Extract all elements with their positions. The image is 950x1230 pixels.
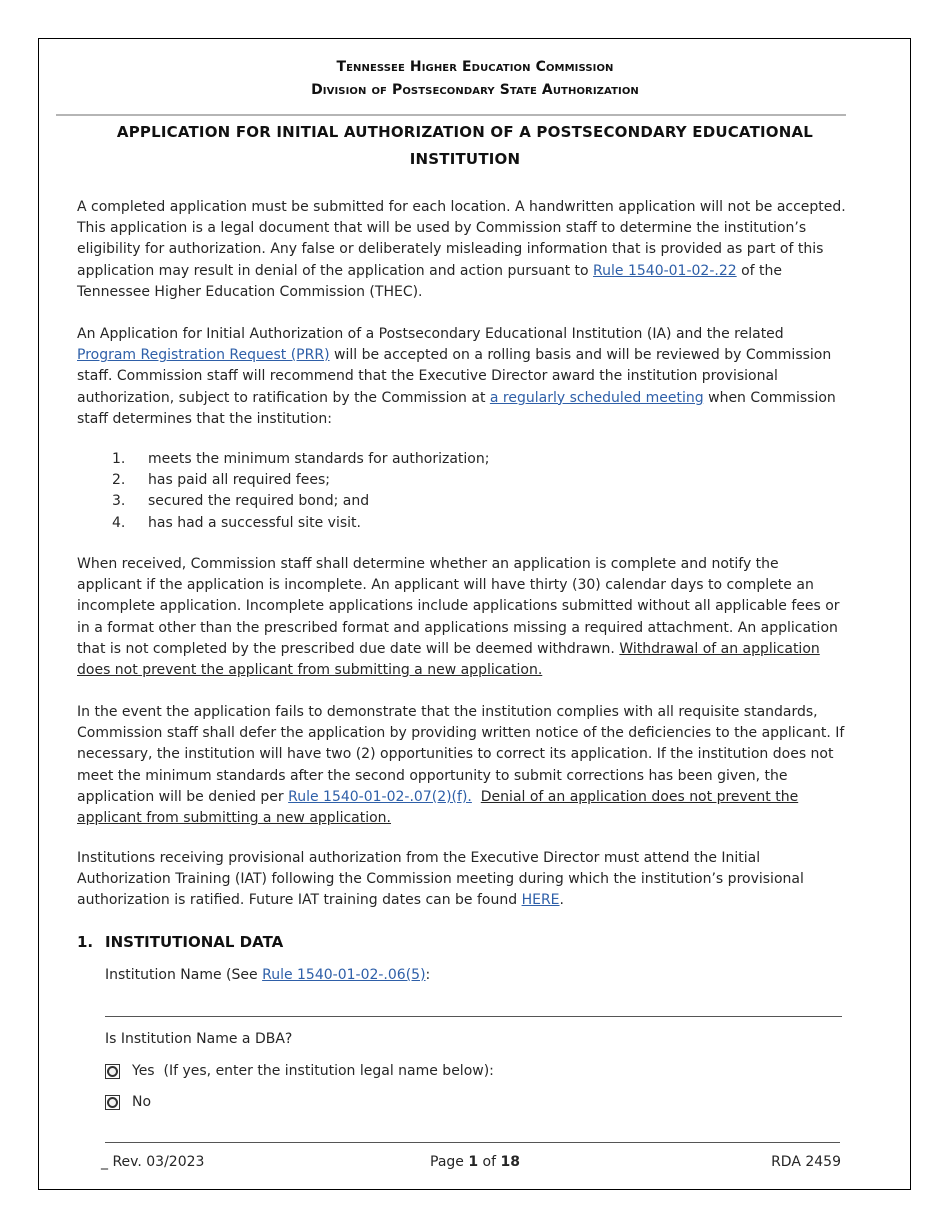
division-name: Division of Postsecondary State Authorization xyxy=(311,82,639,98)
yes-label: Yes (If yes, enter the institution legal name below): xyxy=(132,1063,494,1079)
dba-yes-option[interactable] xyxy=(105,1063,494,1079)
withdrawal-note: Withdrawal of an application does not prevent the applicant from submitting a new application. xyxy=(77,640,820,679)
rolling-basis-paragraph xyxy=(77,324,847,430)
dba-no-option[interactable] xyxy=(105,1094,151,1110)
deferral-text: In the event the application fails to demonstrate that the institution complies with all requisite standards, Commission staff shall defer the application by providing written notice of the deficiencies to the applicant. If necessary, the institution will have two (2) opportunities to correct its application. If the institution does not meet the minimum standards after the second opportunity to submit corrections has been given, the application will be denied per xyxy=(77,704,845,805)
training-paragraph: Institutions receiving provisional authorization from the Executive Director must attend the Initial Authorization Training (IAT) following the Commission meeting during which the institution’s provisional authorization is ratified. Future IAT training dates can be found HERE. xyxy=(77,850,804,909)
list-item: 1. meets the minimum standards for authorization; xyxy=(112,451,490,467)
iat-dates-link[interactable]: HERE xyxy=(521,892,560,909)
radio-circle-icon xyxy=(107,1066,118,1077)
deferral-paragraph xyxy=(77,702,847,829)
completeness-text: When received, Commission staff shall determine whether an application is complete and notify the applicant if the application is incomplete. An applicant will have thirty (30) calendar days to complete an incomplete application. Incomplete applications include applications submitted without all applicable fees or in a format other than the prescribed format and applications missing a required attachment. An application that is not completed by the prescribed due date will be deemed withdrawn. xyxy=(77,556,840,657)
org-name: Tennessee Higher Education Commission xyxy=(336,59,614,75)
intro-text: A completed application must be submitted for each location. A handwritten application will not be accepted. This application is a legal document that will be used by Commission staff to determine the institution’s eligibility for authorization. Any false or deliberately misleading information that is provided as part of this application may result in denial of the application and action pursuant to xyxy=(77,199,846,279)
intro-paragraph xyxy=(77,197,847,303)
no-label: No xyxy=(132,1094,152,1110)
section-title: INSTITUTIONAL DATA xyxy=(105,933,284,951)
header-divider xyxy=(56,114,846,116)
list-item: 4. has had a successful site visit. xyxy=(112,514,361,531)
title-line-1: APPLICATION FOR INITIAL AUTHORIZATION OF A POSTSECONDARY EDUCATIONAL xyxy=(116,123,814,141)
section-institutional-data: 1. INSTITUTIONAL DATA xyxy=(77,933,284,951)
intro-text-end: of the Tennessee Higher Education Commission (THEC). xyxy=(77,262,783,300)
rolling-text-2: will be accepted on a rolling basis and will be reviewed by Commission staff. Commission staff will recommend that the Executive Director award the institution provisional authorization, subject to ratification by the Commission at xyxy=(77,347,832,406)
rule-22-link[interactable]: Rule 1540-01-02-.22 xyxy=(593,262,737,279)
application-title xyxy=(60,119,870,173)
institution-name-label: Institution Name (See Rule 1540-01-02-.06(5): xyxy=(105,967,431,983)
radio-yes[interactable] xyxy=(105,1064,120,1079)
radio-circle-icon xyxy=(107,1097,118,1108)
title-line-2: INSTITUTION xyxy=(409,150,521,168)
radio-no[interactable] xyxy=(105,1095,120,1110)
rule-07-link[interactable]: Rule 1540-01-02-.07(2)(f). xyxy=(288,788,472,805)
rolling-text-1: An Application for Initial Authorization of a Postsecondary Educational Institution (IA) and the related xyxy=(77,326,784,342)
revision-date: _ Rev. 03/2023 xyxy=(101,1154,205,1170)
list-item: 2. has paid all required fees; xyxy=(112,472,330,489)
institution-name-field[interactable] xyxy=(105,1016,842,1017)
form-id: RDA 2459 xyxy=(771,1154,841,1170)
list-item: 3. secured the required bond; and xyxy=(112,493,370,510)
completeness-paragraph xyxy=(77,554,847,681)
legal-name-field[interactable] xyxy=(105,1142,840,1143)
criteria-list xyxy=(112,449,489,534)
dba-question: Is Institution Name a DBA? xyxy=(105,1031,293,1047)
scheduled-meeting-link[interactable]: a regularly scheduled meeting xyxy=(489,389,704,406)
denial-note: Denial of an application does not prevent the applicant from submitting a new application. xyxy=(77,788,799,827)
prr-link[interactable]: Program Registration Request (PRR) xyxy=(77,347,330,364)
training-text: Institutions receiving provisional authorization from the Executive Director must attend the Initial Authorization Training (IAT) following the Commission meeting during which the institution’s provisional authorization is ratified. Future IAT training dates can be found xyxy=(77,850,804,909)
rolling-text-3: when Commission staff determines that the institution: xyxy=(77,389,836,427)
page-number: Page 1 of 18 xyxy=(430,1154,520,1170)
rule-06-link[interactable]: Rule 1540-01-02-.06(5) xyxy=(262,967,426,983)
